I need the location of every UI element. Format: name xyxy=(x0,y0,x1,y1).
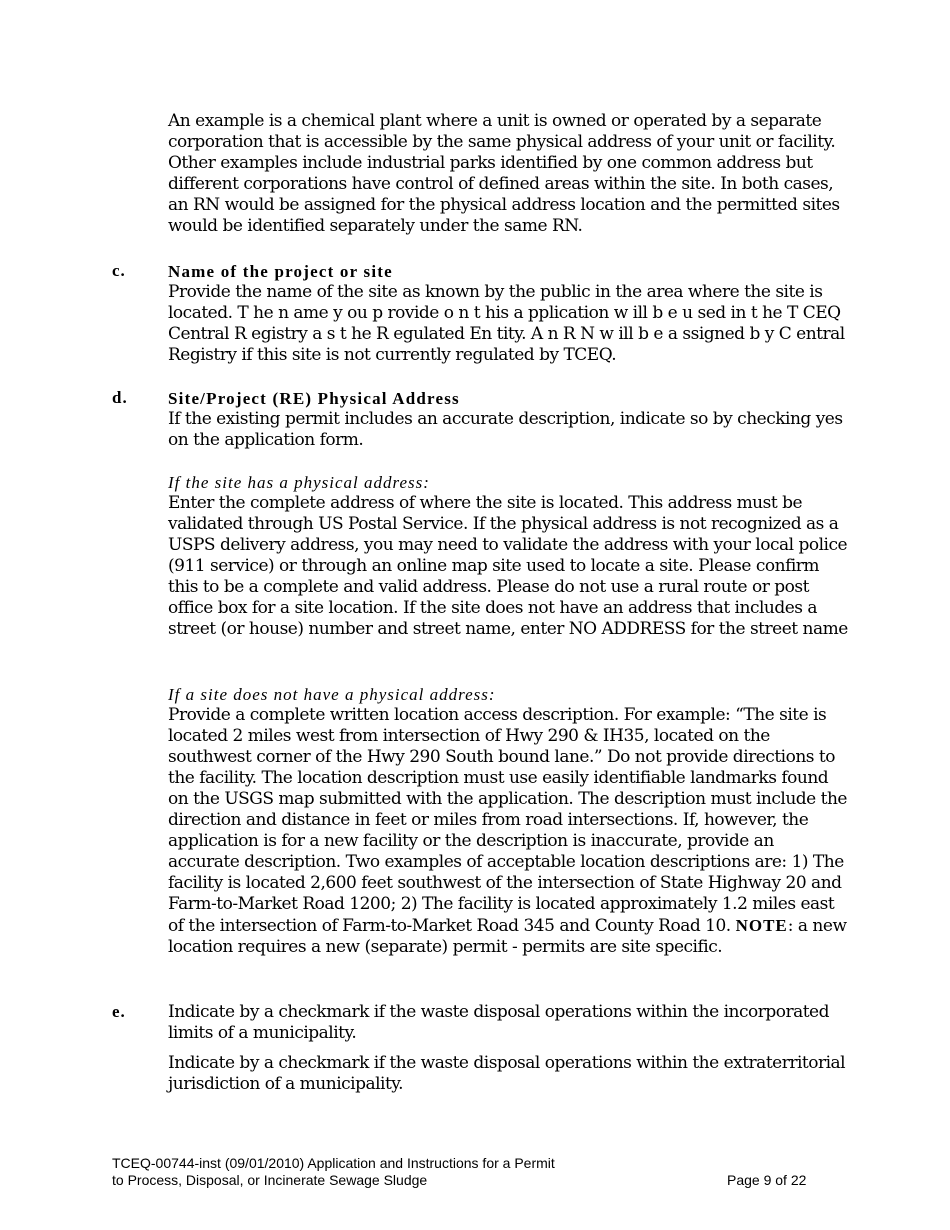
location-description-text: Provide a complete written location access description. For example: “The site is located 2 miles west from intersection of Hwy 290 & IH35, located on the southwest corner of the Hwy 290 South bound lane.” Do not provide directions to the facility. The location description must use easily identifiable landmarks found on the USGS map submitted with the application. The description must include the direction and distance in feet or miles from road intersections. If, however, the application is for a new facility or the description is inaccurate, provide an accurate description. Two examples of acceptable location descriptions are: 1) The facility is located 2,600 feet southwest of the intersection of State Highway 20 and Farm-to-Market Road 1200; 2) The facility is located approximately 1.2 miles east of the intersection of Farm-to-Market Road 345 and County Road 10. xyxy=(168,705,847,936)
no-physical-address-paragraph xyxy=(168,705,848,958)
no-physical-address-subheading: If a site does not have a physical address: xyxy=(168,685,496,704)
section-d-paragraph: If the existing permit includes an accurate description, indicate so by checking yes on the application form. xyxy=(168,409,843,450)
section-c-letter: c. xyxy=(112,261,126,280)
section-c-paragraph: Provide the name of the site as known by the public in the area where the site is located. T he n ame y ou p rovide o n t his a pplication w ill b e u sed in t he T CEQ Central R egistry a s t he R egulated En tity. A n R N w ill b e a ssigned b y C entral Registry if this site is not currently regulated by TCEQ. xyxy=(168,282,845,365)
intro-section xyxy=(168,111,848,237)
footer-form-id xyxy=(112,1155,555,1189)
note-label: NOTE xyxy=(735,916,788,935)
no-physical-address-subsection xyxy=(168,684,848,958)
page-number: Page 9 of 22 xyxy=(727,1172,807,1188)
section-e-paragraph-1: Indicate by a checkmark if the waste disposal operations within the incorporated limits of a municipality. xyxy=(168,1002,829,1043)
physical-address-subheading: If the site has a physical address: xyxy=(168,473,430,492)
physical-address-subsection xyxy=(168,472,848,640)
section-e-letter: e. xyxy=(112,1002,126,1021)
footer-line-1: TCEQ-00744-inst (09/01/2010) Application and Instructions for a Permit xyxy=(112,1155,555,1171)
section-d-letter: d. xyxy=(112,388,128,407)
physical-address-paragraph: Enter the complete address of where the site is located. This address must be validated through US Postal Service. If the physical address is not recognized as a USPS delivery address, you may need to validate the address with your local police (911 service) or through an online map site used to locate a site. Please confirm this to be a complete and valid address. Please do not use a rural route or post office box for a site location. If the site does not have an address that includes a street (or house) number and street name, enter NO ADDRESS for the street name xyxy=(168,493,848,639)
section-d xyxy=(168,388,848,451)
section-c-heading: Name of the project or site xyxy=(168,262,393,281)
section-e xyxy=(168,1002,848,1095)
section-e-paragraph-2: Indicate by a checkmark if the waste disposal operations within the extraterritorial jurisdiction of a municipality. xyxy=(168,1053,846,1094)
section-d-heading: Site/Project (RE) Physical Address xyxy=(168,389,460,408)
footer-line-2: to Process, Disposal, or Incinerate Sewage Sludge xyxy=(112,1172,428,1188)
note-text: : a new location requires a new (separate) permit - permits are site specific. xyxy=(168,916,847,957)
intro-paragraph: An example is a chemical plant where a unit is owned or operated by a separate corporation that is accessible by the same physical address of your unit or facility. Other examples include industrial parks identified by one common address but different corporations have control of defined areas within the site. In both cases, an RN would be assigned for the physical address location and the permitted sites would be identified separately under the same RN. xyxy=(168,111,840,236)
section-c xyxy=(168,261,848,366)
